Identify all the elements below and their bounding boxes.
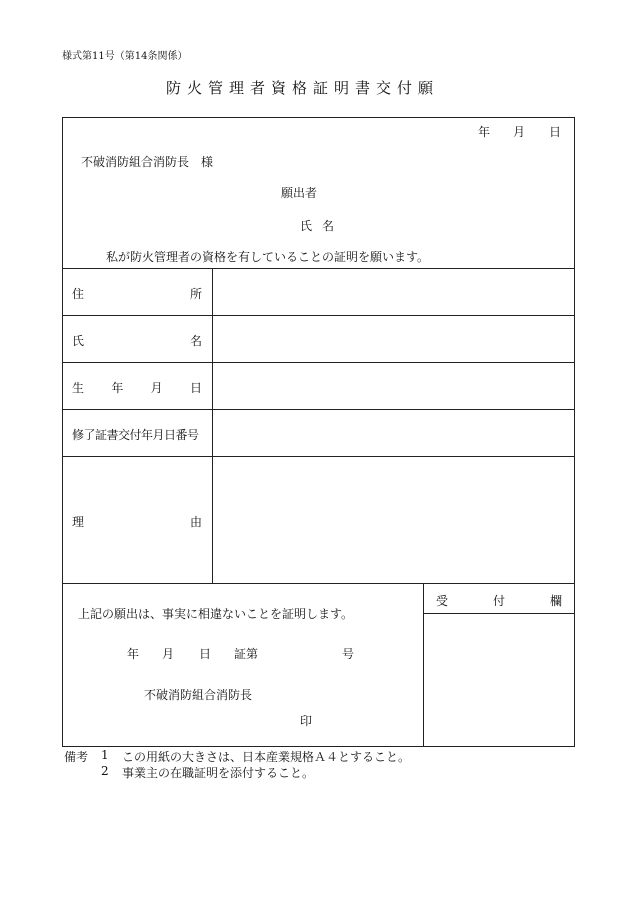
reception-label [436,592,562,609]
reception-label-char: 欄 [549,594,562,608]
row-divider [62,456,575,457]
row-divider [62,315,575,316]
cert-year: 年 [127,647,140,661]
reason-field[interactable] [213,465,573,575]
request-statement: 私が防火管理者の資格を有していることの証明を願います。 [106,250,430,264]
addressee: 不破消防組合消防長 様 [81,155,214,169]
page-title: 防火管理者資格証明書交付願 [166,79,440,97]
seal-mark: 印 [300,714,313,728]
reception-label-char: 受 [436,594,449,608]
applicant-label: 願出者 [281,186,318,200]
reception-label-char: 付 [492,594,505,608]
issuer: 不破消防組合消防長 [144,688,253,702]
notes-heading: 備考 [64,750,89,764]
cert-day: 日 [199,647,212,661]
reason-label-char: 理 [72,515,85,529]
row-divider [62,409,575,410]
form-number: 様式第11号（第14条関係） [62,51,188,62]
applicant-name-label-1: 氏 [300,219,313,233]
cert-month: 月 [162,647,175,661]
note-2-text: 事業主の在職証明を添付すること。 [122,766,315,780]
note-1-text: この用紙の大きさは、日本産業規格Ａ４とすること。 [122,750,411,764]
name-label-char: 氏 [72,334,85,348]
name-label [72,332,202,349]
address-label [72,285,202,302]
birthdate-label-char: 年 [111,381,124,395]
birthdate-label-char: 日 [189,381,202,395]
date-day: 日 [549,125,562,139]
birthdate-label-char: 月 [150,381,163,395]
note-2-number: 2 [101,764,109,778]
note-1-number: 1 [101,748,109,762]
reason-label [72,513,202,530]
row-divider [62,362,575,363]
cert-number-suffix: 号 [342,647,355,661]
address-label-char: 所 [189,287,202,301]
application-box [62,117,575,269]
date-month: 月 [513,125,526,139]
reason-label-char: 由 [189,515,202,529]
reception-divider [423,583,424,747]
name-label-char: 名 [189,334,202,348]
address-label-char: 住 [72,287,85,301]
applicant-name-label-2: 名 [322,219,335,233]
cert-number-prefix: 証第 [234,647,259,661]
birthdate-label-char: 生 [72,381,85,395]
date-year: 年 [478,125,491,139]
certificate-issue-label: 修了証書交付年月日番号 [72,428,199,442]
reception-header-divider [423,613,575,614]
certification-statement: 上記の願出は、事実に相違ないことを証明します。 [78,607,354,621]
birthdate-label [72,379,202,396]
